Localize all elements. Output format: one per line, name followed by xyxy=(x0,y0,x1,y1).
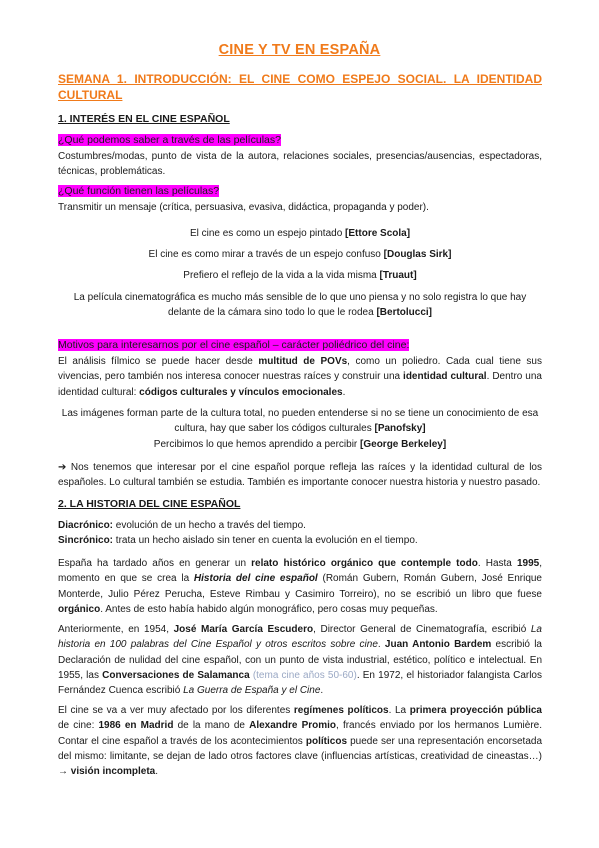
question-2: ¿Qué función tienen las películas? xyxy=(58,185,220,197)
quote-bertolucci: La película cinematográfica es mucho más sensible de lo que uno piensa y no solo registra lo que hay delante de la cámara sino todo lo que le rodea [Bertolucci] xyxy=(73,292,527,319)
question-1: ¿Qué podemos saber a través de las películas? xyxy=(58,134,281,146)
quote-berkeley: Percibimos lo que hemos aprendido a percibir [George Berkeley] xyxy=(153,439,447,450)
quote-panofsky: Las imágenes forman parte de la cultura total, no pueden entenderse si no se tiene un conocimiento de esa cultura, hay que saber los códigos culturales [Panofsky] xyxy=(61,408,539,435)
conclusion-paragraph: ➔ Nos tenemos que interesar por el cine español porque refleja las raíces y la identidad cultural de los españoles. Lo cultural también se estudia. También es importante conocer nuestra historia y nuestro pasado. xyxy=(58,462,542,489)
history-paragraph-2: Anteriormente, en 1954, José María García Escudero, Director General de Cinematografía, escribió La historia en 100 palabras del Cine Español y otros escritos sobre cine. Juan Antonio Bardem escribió la Declaración de nulidad del cine español, con un punto de vista industrial, estético, político e intelectual. En 1955, las Conversaciones de Salamanca (tema cine años 50-60). En 1972, el historiador falangista Carlos Fernández Cuenca escribió La Guerra de España y el Cine. xyxy=(58,624,542,697)
week-title: SEMANA 1. INTRODUCCIÓN: EL CINE COMO ESPEJO SOCIAL. LA IDENTIDAD CULTURAL xyxy=(58,72,542,102)
document-title: CINE Y TV EN ESPAÑA xyxy=(218,42,381,58)
arrow-icon: ➔ xyxy=(58,462,67,473)
history-paragraph-3: El cine se va a ver muy afectado por los diferentes regímenes políticos. La primera proyección pública de cine: 1986 en Madrid de la mano de Alexandre Promio, francés enviado por los hermanos Lumière. Contar el cine español a través de los acontecimientos políticos puede ser una representación encorsetada del mismo: limitante, se dejan de lado otros factores clave (influencias artísticas, creatividad de cineastas…) → visión incompleta. xyxy=(58,705,543,778)
definition-sincronico: Sincrónico: trata un hecho aislado sin tener en cuenta la evolución en el tiempo. xyxy=(58,535,418,546)
answer-3: El análisis fílmico se puede hacer desde multitud de POVs, como un poliedro. Cada cual tiene sus vivencias, pero también nos interesa conocer nuestras raíces y construir una identidad cultural. Dentro una identidad cultural: códigos culturales y vínculos emocionales. xyxy=(58,356,542,398)
right-arrow-icon: → xyxy=(58,766,68,778)
answer-2: Transmitir un mensaje (crítica, persuasiva, evasiva, didáctica, propaganda y poder). xyxy=(58,202,429,213)
section-heading-1: 1. INTERÉS EN EL CINE ESPAÑOL xyxy=(58,113,230,125)
question-3: Motivos para interesarnos por el cine español – carácter poliédrico del cine: xyxy=(58,339,410,351)
quote-truaut: Prefiero el reflejo de la vida a la vida misma [Truaut] xyxy=(183,270,417,281)
answer-1: Costumbres/modas, punto de vista de la autora, relaciones sociales, presencias/ausencias, espectadoras, técnicas, problemáticas. xyxy=(58,151,542,178)
quote-scola: El cine es como un espejo pintado [Ettore Scola] xyxy=(189,228,411,239)
quote-sirk: El cine es como mirar a través de un espejo confuso [Douglas Sirk] xyxy=(148,249,452,260)
history-paragraph-1: España ha tardado años en generar un relato histórico orgánico que contemple todo. Hasta 1995, momento en que se crea la Historia del cine español (Román Gubern, Román Gubern, José Enrique Monterde, Julio Pérez Perucha, Esteve Rimbau y Casimiro Torreiro), no se escribió un libro que fuese orgánico. Antes de esto había habido algún monográfico, pero cosas muy pequeñas. xyxy=(58,558,542,615)
topic-note: (tema cine años 50-60) xyxy=(252,669,357,681)
section-heading-2: 2. LA HISTORIA DEL CINE ESPAÑOL xyxy=(58,498,241,510)
definition-diacronico: Diacrónico: evolución de un hecho a través del tiempo. xyxy=(58,520,306,531)
